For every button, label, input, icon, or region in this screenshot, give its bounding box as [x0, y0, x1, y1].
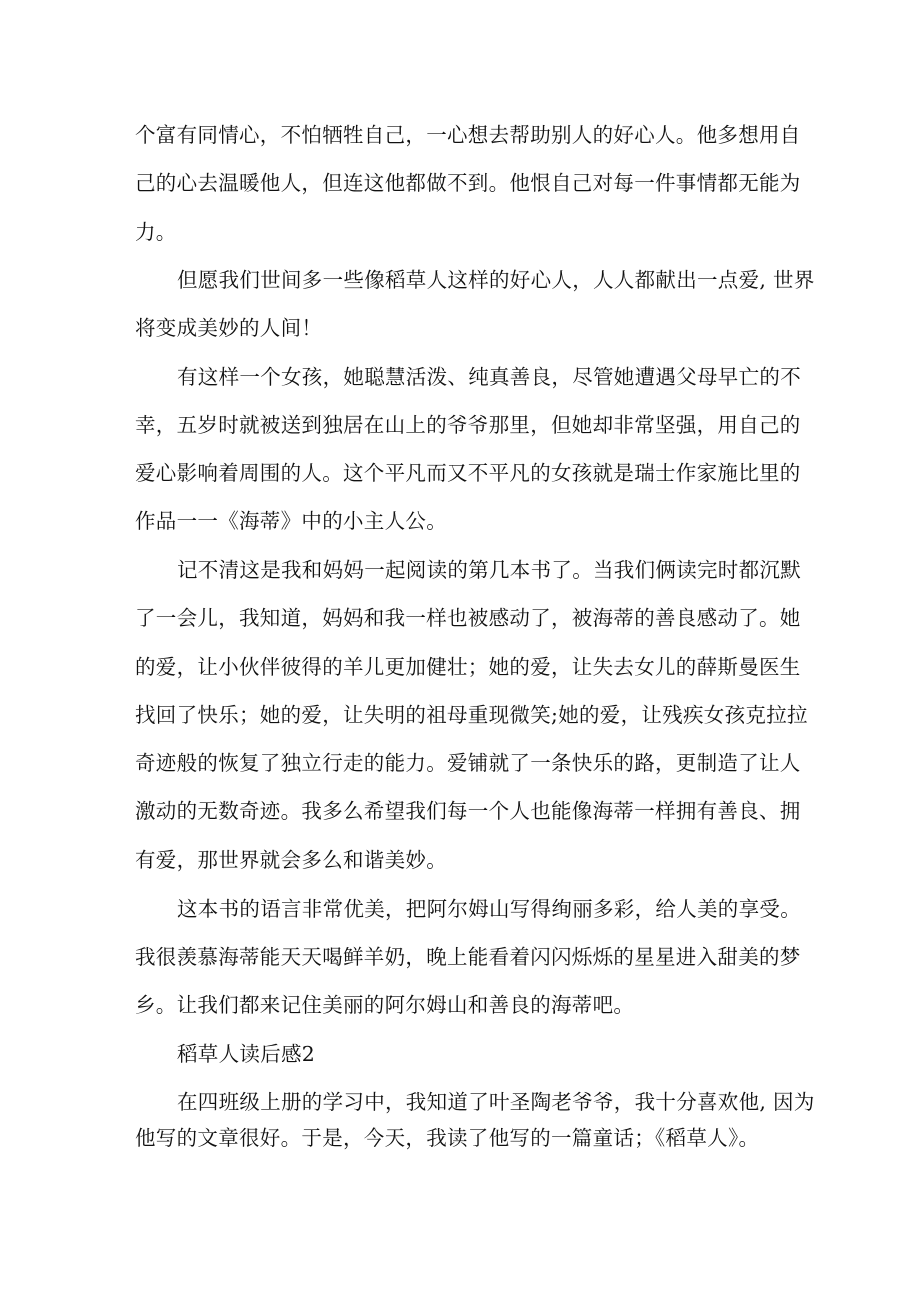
text-line: 幸，五岁时就被送到独居在山上的爷爷那里，但她却非常坚强，用自己的: [135, 413, 801, 437]
text-line: 己的心去温暖他人，但连这他都做不到。他恨自己对每一件事情都无能为: [135, 171, 801, 195]
text-line: 爱心影响着周围的人。这个平凡而又不平凡的女孩就是瑞士作家施比里的: [135, 461, 801, 485]
text-line: 我很羡慕海蒂能天天喝鲜羊奶，晚上能看着闪闪烁烁的星星进入甜美的梦: [135, 945, 801, 969]
text-line: 乡。让我们都来记住美丽的阿尔姆山和善良的海蒂吧。: [135, 993, 635, 1017]
text-line: 奇迹般的恢复了独立行走的能力。爱铺就了一条快乐的路，更制造了让人: [135, 751, 801, 775]
text-line: 有爱，那世界就会多么和谐美妙。: [135, 848, 447, 872]
text-line: 有这样一个女孩，她聪慧活泼、纯真善良，尽管她遭遇父母早亡的不: [177, 365, 801, 389]
text-line: 他写的文章很好。于是，今天，我读了他写的一篇童话；《稻草人》。: [135, 1126, 760, 1150]
text-line: 这本书的语言非常优美，把阿尔姆山写得绚丽多彩，给人美的享受。: [177, 897, 801, 921]
text-line: 记不清这是我和妈妈一起阅读的第几本书了。当我们俩读完时都沉默: [177, 558, 801, 582]
text-line: 的爱，让小伙伴彼得的羊儿更加健壮；她的爱，让失去女儿的薛斯曼医生: [135, 655, 801, 679]
text-line: 将变成美妙的人间！: [135, 316, 323, 340]
text-line: 但愿我们世间多一些像稻草人这样的好心人，人人都献出一点爱, 世界: [177, 268, 815, 292]
section-heading: 稻草人读后感2: [177, 1042, 316, 1066]
text-line: 力。: [135, 220, 177, 244]
text-line: 在四班级上册的学习中，我知道了叶圣陶老爷爷，我十分喜欢他, 因为: [177, 1090, 815, 1114]
text-line: 找回了快乐；她的爱，让失明的祖母重现微笑;她的爱，让残疾女孩克拉拉: [135, 703, 808, 727]
text-line: 了一会儿，我知道，妈妈和我一样也被感动了，被海蒂的善良感动了。她: [135, 606, 801, 630]
text-line: 作品一一《海蒂》中的小主人公。: [135, 509, 447, 533]
text-line: 激动的无数奇迹。我多么希望我们每一个人也能像海蒂一样拥有善良、拥: [135, 799, 801, 823]
text-line: 个富有同情心，不怕牺牲自己，一心想去帮助别人的好心人。他多想用自: [135, 123, 801, 147]
